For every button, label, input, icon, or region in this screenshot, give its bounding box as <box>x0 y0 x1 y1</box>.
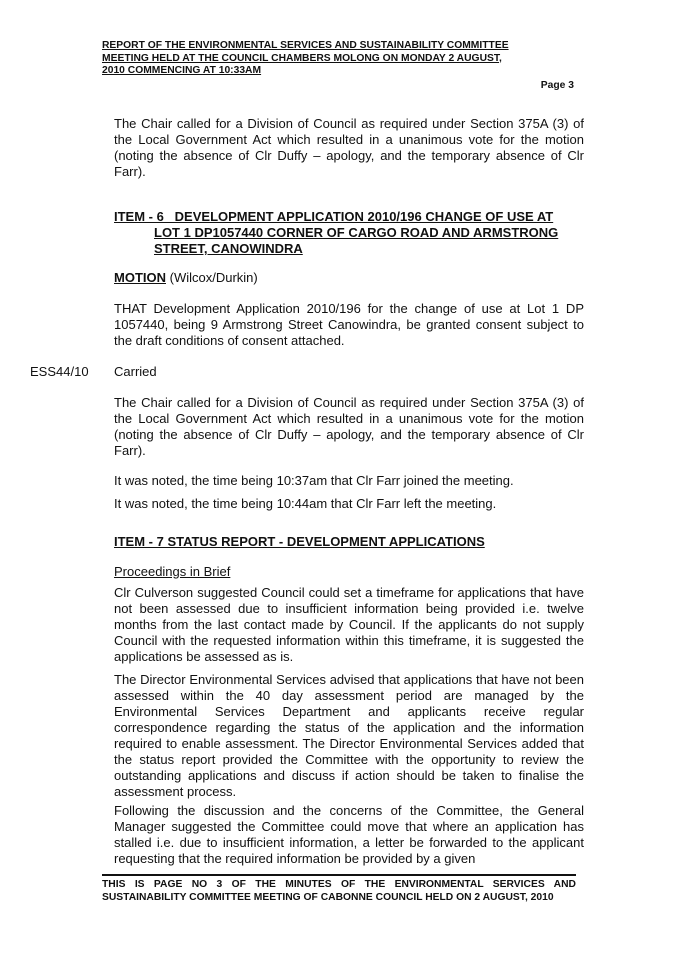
note-clr-farr-left: It was noted, the time being 10:44am that Clr Farr left the meeting. <box>114 496 497 511</box>
motion-heading <box>114 270 584 286</box>
page-footer: THIS IS PAGE NO 3 OF THE MINUTES OF THE ENVIRONMENTAL SERVICES AND SUSTAINABILITY COMMITTEE MEETING OF CABONNE COUNCIL HELD ON 2 AUGUST, 2010 <box>102 879 576 903</box>
header-line-1: REPORT OF THE ENVIRONMENTAL SERVICES AND SUSTAINABILITY COMMITTEE <box>102 40 509 51</box>
header-line-3: 2010 COMMENCING AT 10:33AM <box>102 65 262 76</box>
item-6-line-1: ITEM - 6 DEVELOPMENT APPLICATION 2010/196 CHANGE OF USE AT <box>114 209 554 224</box>
item-7-heading: ITEM - 7 STATUS REPORT - DEVELOPMENT APPLICATIONS <box>114 534 485 549</box>
item-6-heading <box>114 209 584 257</box>
footer-rule <box>102 874 576 876</box>
page-header <box>102 40 576 78</box>
proceedings-heading <box>114 564 230 580</box>
carried-label: Carried <box>114 364 157 379</box>
note-clr-farr-joined: It was noted, the time being 10:37am that Clr Farr joined the meeting. <box>114 473 514 488</box>
item-6-line-2: LOT 1 DP1057440 CORNER OF CARGO ROAD AND ARMSTRONG <box>154 225 559 240</box>
resolution-reference: ESS44/10 <box>30 364 89 379</box>
motion-label: MOTION <box>114 270 166 285</box>
item-6-line-3: STREET, CANOWINDRA <box>154 241 303 256</box>
header-line-2: MEETING HELD AT THE COUNCIL CHAMBERS MOLONG ON MONDAY 2 AUGUST, <box>102 52 502 64</box>
following-paragraph: Following the discussion and the concerns of the Committee, the General Manager suggested the Committee could move that where an application has stalled i.e. due to insufficient information, a letter be forwarded to the applicant requesting that the required information be provided by a given <box>114 803 584 866</box>
division-paragraph-2: The Chair called for a Division of Council as required under Section 375A (3) of the Local Government Act which resulted in a unanimous vote for the motion (noting the absence of Clr Duffy – apology, and the temporary absence of Clr Farr). <box>114 395 584 458</box>
director-paragraph: The Director Environmental Services advised that applications that have not been assessed within the 40 day assessment period are managed by the Environmental Services Department and applicants receive regular correspondence regarding the status of the application and the information required to enable assessment. The Director Environmental Services added that the status report provided the Committee with the opportunity to review the outstanding applications and discuss if action should be taken to finalise the assessment process. <box>114 672 584 799</box>
motion-text: THAT Development Application 2010/196 for the change of use at Lot 1 DP 1057440, being 9 Armstrong Street Canowindra, be granted consent subject to the draft conditions of consent attached. <box>114 301 584 348</box>
page-number: Page 3 <box>540 80 574 91</box>
division-paragraph-1: The Chair called for a Division of Council as required under Section 375A (3) of the Local Government Act which resulted in a unanimous vote for the motion (noting the absence of Clr Duffy – apology, and the temporary absence of Clr Farr). <box>114 116 584 179</box>
motion-movers: (Wilcox/Durkin) <box>166 270 258 285</box>
culverson-paragraph: Clr Culverson suggested Council could set a timeframe for applications that have not been assessed due to insufficient information being provided i.e. twelve months from the last contact made by Council. If the applicants do not supply Council with the requested information within this timeframe, it is suggested the applications be assessed as is. <box>114 585 584 664</box>
proceedings-heading-text: Proceedings in Brief <box>114 564 231 579</box>
